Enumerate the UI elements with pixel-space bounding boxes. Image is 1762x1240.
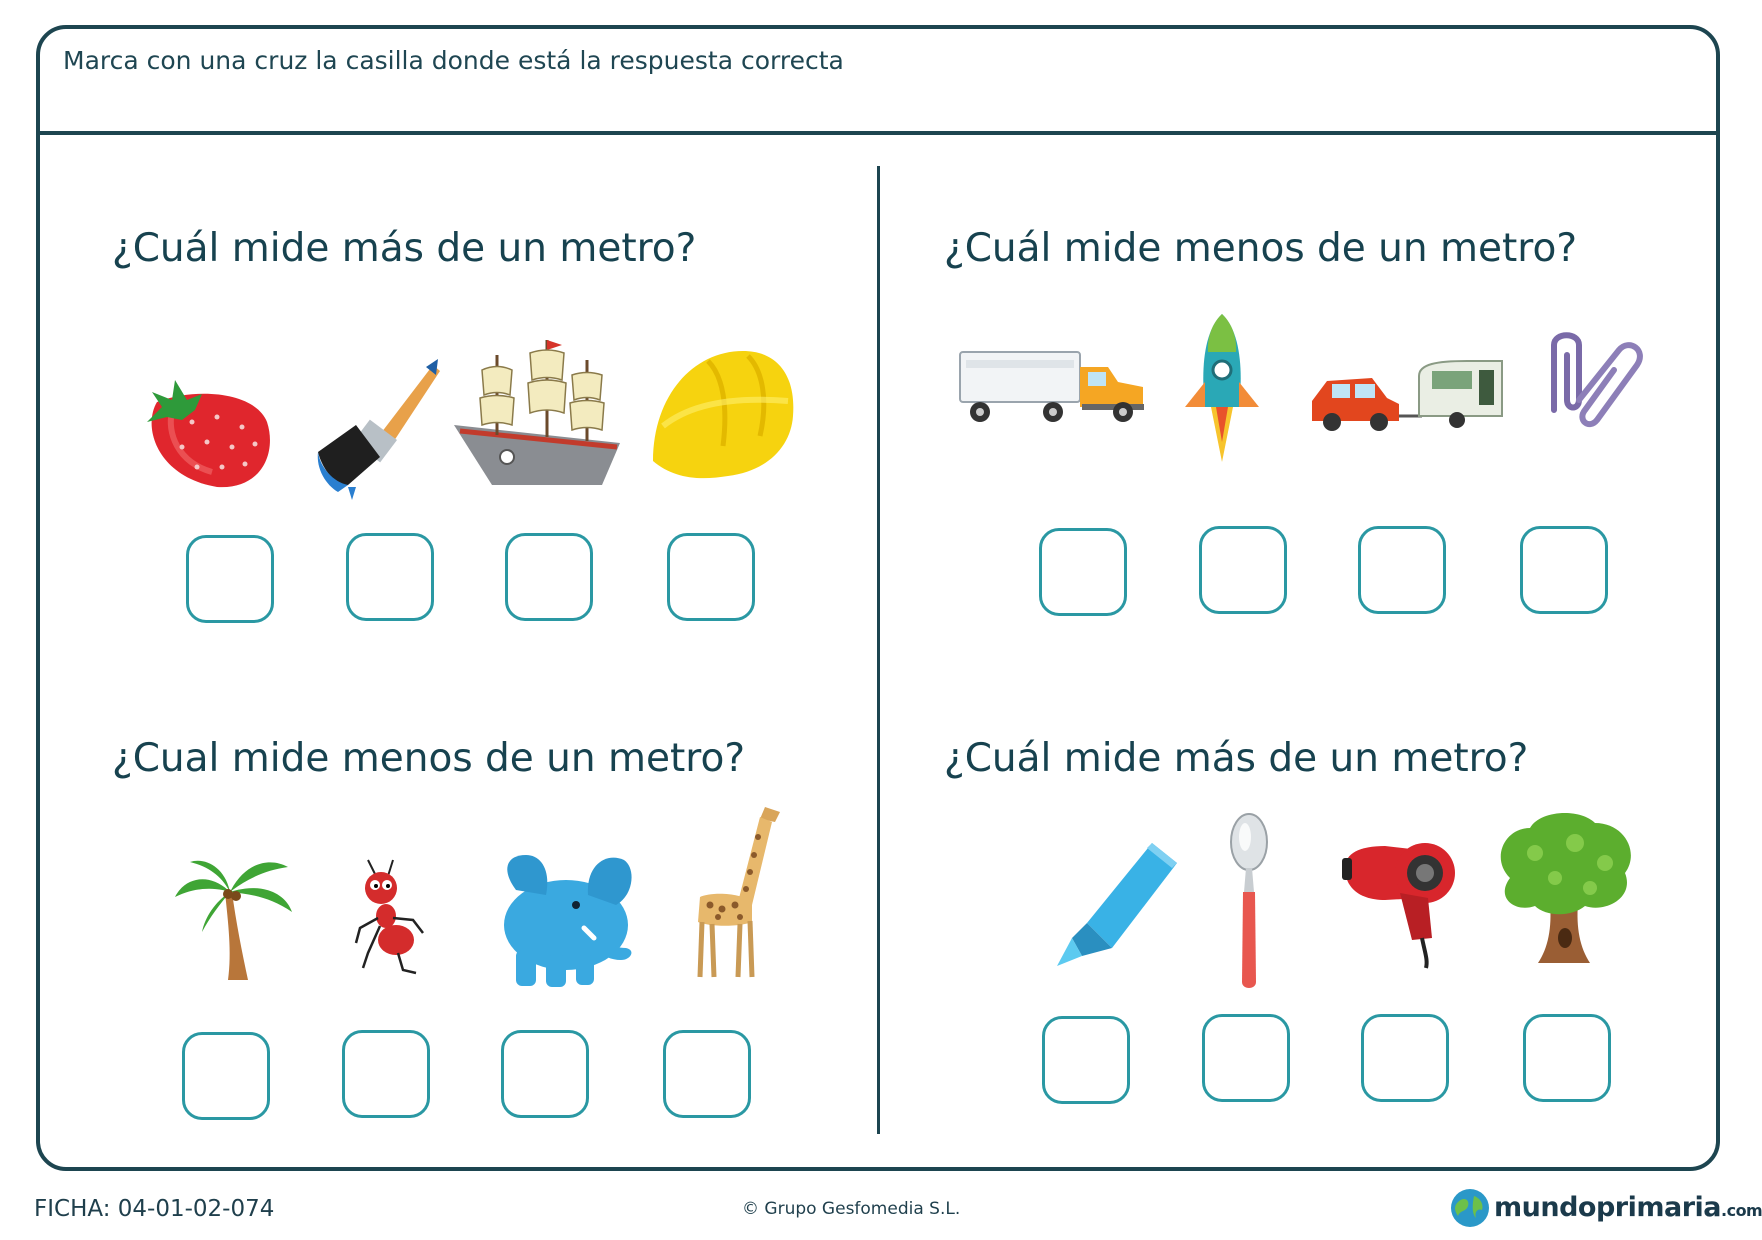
hair-dryer-icon: [1340, 838, 1458, 970]
ant-icon: [348, 858, 430, 976]
question-1: ¿Cuál mide más de un metro?: [112, 226, 697, 271]
checkbox-strawberry[interactable]: [186, 535, 274, 623]
sailing-ship-icon: [452, 335, 622, 490]
checkbox-tree[interactable]: [1523, 1014, 1611, 1102]
checkbox-highlighter[interactable]: [1042, 1016, 1130, 1104]
checkbox-car-with-caravan[interactable]: [1358, 526, 1446, 614]
strawberry-icon: [137, 372, 279, 490]
question-4: ¿Cuál mide más de un metro?: [944, 736, 1529, 781]
checkbox-elephant[interactable]: [501, 1030, 589, 1118]
question-3: ¿Cual mide menos de un metro?: [112, 736, 746, 781]
column-divider: [877, 166, 880, 1134]
checkbox-paperclips[interactable]: [1520, 526, 1608, 614]
checkbox-spoon[interactable]: [1202, 1014, 1290, 1102]
elephant-icon: [496, 850, 638, 988]
question-2: ¿Cuál mide menos de un metro?: [944, 226, 1578, 271]
globe-icon: [1450, 1188, 1490, 1228]
checkbox-hair-dryer[interactable]: [1361, 1014, 1449, 1102]
paperclips-icon: [1539, 330, 1647, 440]
checkbox-sailing-ship[interactable]: [505, 533, 593, 621]
checkbox-ant[interactable]: [342, 1030, 430, 1118]
logo-domain: .com: [1721, 1201, 1762, 1220]
giraffe-icon: [680, 797, 790, 980]
palm-tree-icon: [170, 852, 295, 982]
logo-name: mundoprimaria: [1494, 1192, 1721, 1223]
tree-icon: [1490, 808, 1638, 966]
spoon-icon: [1228, 812, 1270, 990]
checkbox-giraffe[interactable]: [663, 1030, 751, 1118]
worksheet-code: FICHA: 04-01-02-074: [34, 1196, 275, 1222]
paintbrush-icon: [308, 357, 443, 502]
copyright-notice: © Grupo Gesfomedia S.L.: [742, 1199, 961, 1219]
car-with-caravan-icon: [1307, 356, 1507, 436]
checkbox-palm-tree[interactable]: [182, 1032, 270, 1120]
checkbox-paintbrush[interactable]: [346, 533, 434, 621]
hard-hat-icon: [648, 346, 798, 484]
highlighter-icon: [1052, 838, 1180, 968]
checkbox-hard-hat[interactable]: [667, 533, 755, 621]
rocket-icon: [1181, 312, 1263, 467]
instruction-text: Marca con una cruz la casilla donde está la respuesta correcta: [63, 46, 844, 75]
header-divider: [36, 131, 1720, 135]
truck-icon: [958, 342, 1146, 427]
checkbox-truck[interactable]: [1039, 528, 1127, 616]
mundoprimaria-logo[interactable]: [1450, 1188, 1762, 1232]
checkbox-rocket[interactable]: [1199, 526, 1287, 614]
